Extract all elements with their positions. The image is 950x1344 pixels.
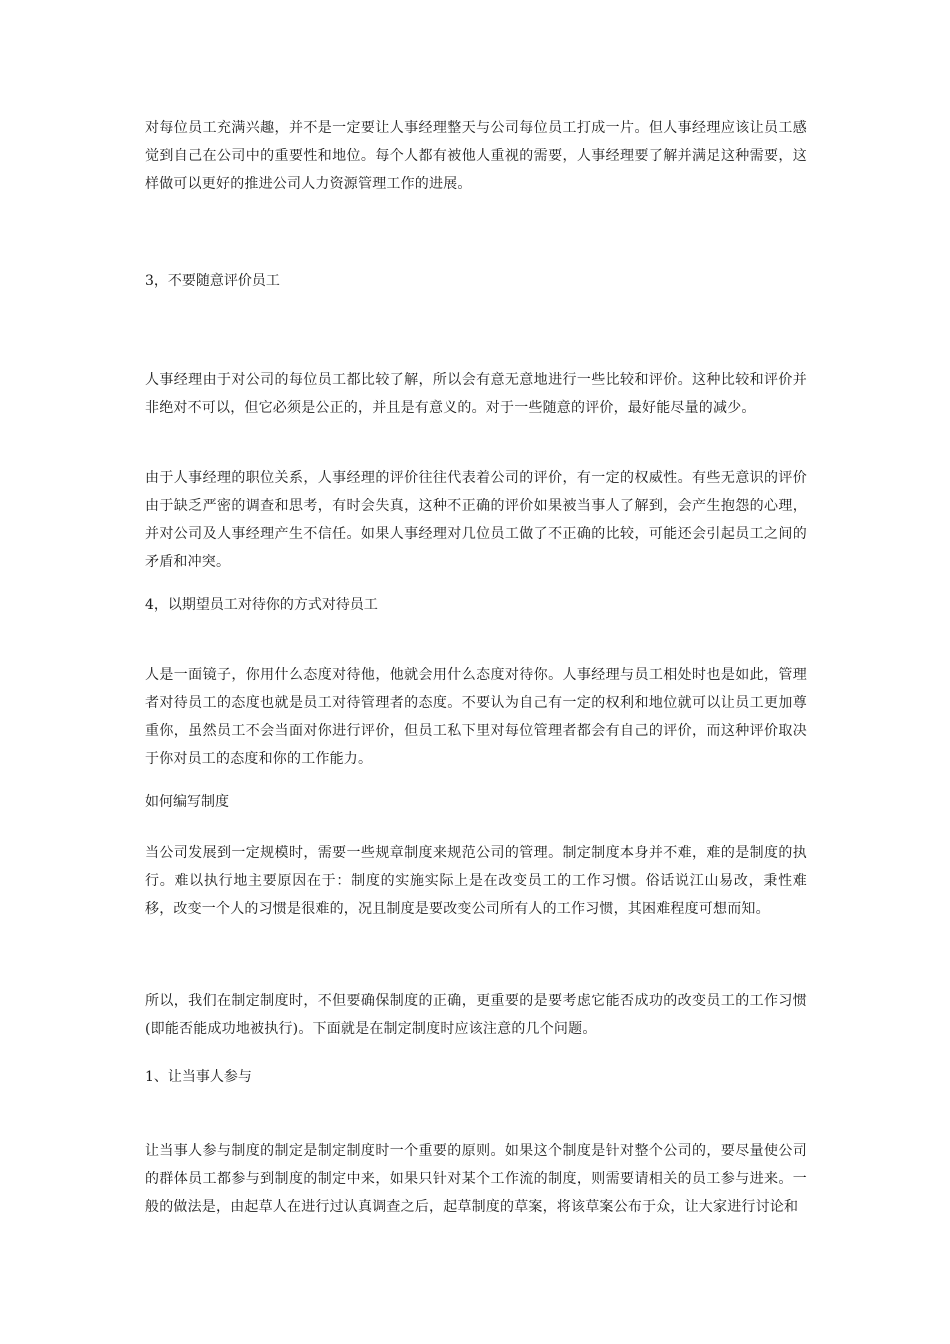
paragraph-participation-principle: 让当事人参与制度的制定是制定制度时一个重要的原则。如果这个制度是针对整个公司的，要尽量使公司的群体员工都参与到制度的制定中来，如果只针对某个工作流的制度，则需要请相关的员工参与进来。一般的做法是，由起草人在进行过认真调查之后，起草制度的草案，将该草案公布于众，让大家进行讨论和 [145,1143,807,1215]
paragraph-evaluation-authority: 由于人事经理的职位关系，人事经理的评价往往代表着公司的评价，有一定的权威性。有些无意识的评价由于缺乏严密的调查和思考，有时会失真，这种不正确的评价如果被当事人了解到，会产生抱怨的心理，并对公司及人事经理产生不信任。如果人事经理对几位员工做了不正确的比较，可能还会引起员工之间的矛盾和冲突。 [145,470,807,570]
paragraph-rules-difficulty: 当公司发展到一定规模时，需要一些规章制度来规范公司的管理。制定制度本身并不难，难的是制度的执行。难以执行地主要原因在于：制度的实施实际上是在改变员工的工作习惯。俗话说江山易改，秉性难移，改变一个人的习惯是很难的，况且制度是要改变公司所有人的工作习惯，其困难程度可想而知。 [145,845,807,917]
paragraph-mirror-attitude: 人是一面镜子，你用什么态度对待他，他就会用什么态度对待你。人事经理与员工相处时也是如此，管理者对待员工的态度也就是员工对待管理者的态度。不要认为自己有一定的权利和地位就可以让员工更加尊重你，虽然员工不会当面对你进行评价，但员工私下里对每位管理者都会有自己的评价，而这种评价取决于你对员工的态度和你的工作能力。 [145,667,807,767]
heading-treat-employees-as-expected: 4，以期望员工对待你的方式对待员工 [145,597,378,613]
paragraph-rules-habits: 所以，我们在制定制度时，不但要确保制度的正确，更重要的是要考虑它能否成功的改变员工的工作习惯(即能否能成功地被执行)。下面就是在制定制度时应该注意的几个问题。 [145,993,807,1037]
heading-how-to-write-rules: 如何编写制度 [145,794,229,810]
paragraph-employee-interest: 对每位员工充满兴趣，并不是一定要让人事经理整天与公司每位员工打成一片。但人事经理应该让员工感觉到自己在公司中的重要性和地位。每个人都有被他人重视的需要，人事经理要了解并满足这种需要，这样做可以更好的推进公司人力资源管理工作的进展。 [145,120,807,192]
paragraph-evaluation-fairness: 人事经理由于对公司的每位员工都比较了解，所以会有意无意地进行一些比较和评价。这种比较和评价并非绝对不可以，但它必须是公正的，并且是有意义的。对于一些随意的评价，最好能尽量的减少。 [145,372,807,416]
heading-do-not-evaluate-casually: 3，不要随意评价员工 [145,273,280,289]
heading-let-parties-participate: 1、让当事人参与 [145,1069,252,1085]
